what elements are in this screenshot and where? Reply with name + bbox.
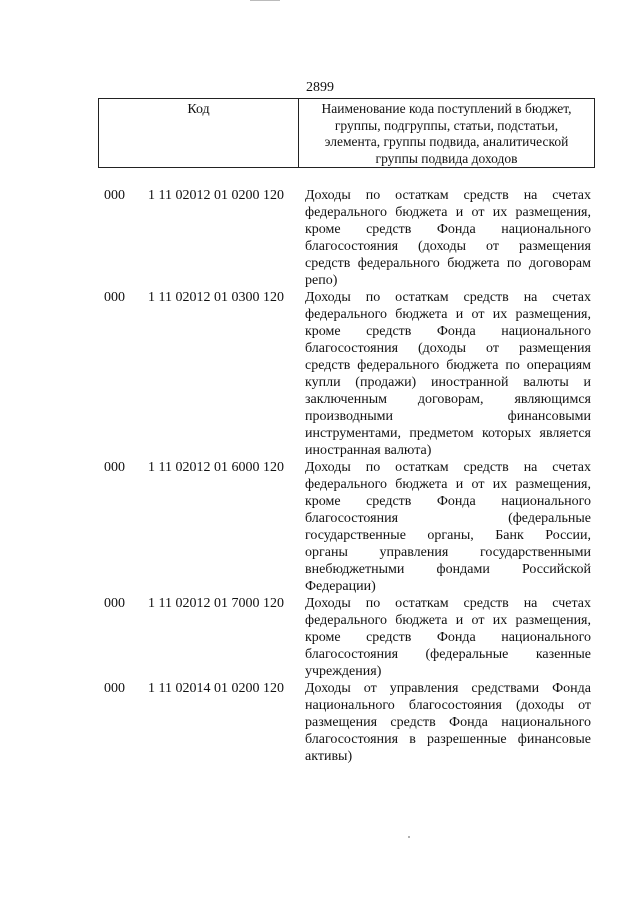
description-line: Доходы по остаткам средств на счетах <box>305 188 591 203</box>
header-name-line: Наименование кода поступлений в бюджет, <box>321 101 572 116</box>
description-line: средств федерального бюджета по договорам <box>305 256 591 271</box>
description-line: производными финансовыми <box>305 409 591 424</box>
scan-artifact <box>250 0 280 1</box>
income-description <box>305 595 591 680</box>
description-line: федерального бюджета и от их размещения, <box>305 307 591 322</box>
table-header <box>98 98 595 168</box>
budget-classification-code: 1 11 02012 01 7000 120 <box>148 596 284 611</box>
description-line: иностранная валюта) <box>305 443 432 458</box>
income-description <box>305 187 591 289</box>
description-line: федерального бюджета и от их размещения, <box>305 205 591 220</box>
table-row <box>0 459 640 595</box>
page-number: 2899 <box>306 80 334 95</box>
description-line: Доходы от управления средствами Фонда <box>305 681 591 696</box>
description-line: заключенным договорам, являющимся <box>305 392 591 407</box>
budget-classification-code: 1 11 02012 01 0200 120 <box>148 188 284 203</box>
header-name-line: элемента, группы подвида, аналитической <box>324 134 569 149</box>
description-line: национального благосостояния (доходы от <box>305 698 591 713</box>
table-row <box>0 187 640 289</box>
description-line: кроме средств Фонда национального <box>305 494 591 509</box>
header-code-cell: Код <box>99 99 299 167</box>
budget-classification-code: 1 11 02012 01 0300 120 <box>148 290 284 305</box>
description-line: благосостояния (федеральные <box>305 511 591 526</box>
income-description <box>305 459 591 595</box>
income-description <box>305 680 591 765</box>
table-row <box>0 595 640 680</box>
description-line: государственные органы, Банк России, <box>305 528 591 543</box>
description-line: федерального бюджета и от их размещения, <box>305 477 591 492</box>
admin-code: 000 <box>104 290 125 305</box>
description-line: учреждения) <box>305 664 382 679</box>
admin-code: 000 <box>104 188 125 203</box>
header-name-cell <box>299 99 594 167</box>
description-line: репо) <box>305 273 338 288</box>
description-line: активы) <box>305 749 353 764</box>
header-name-line: группы подвида доходов <box>375 150 518 166</box>
description-line: кроме средств Фонда национального <box>305 222 591 237</box>
budget-classification-code: 1 11 02014 01 0200 120 <box>148 681 284 696</box>
description-line: кроме средств Фонда национального <box>305 630 591 645</box>
description-line: Доходы по остаткам средств на счетах <box>305 460 591 475</box>
description-line: кроме средств Фонда национального <box>305 324 591 339</box>
table-row <box>0 289 640 459</box>
description-line: федерального бюджета и от их размещения, <box>305 613 591 628</box>
table-row <box>0 680 640 765</box>
description-line: внебюджетными фондами Российской <box>305 562 591 577</box>
description-line: благосостояния (доходы от размещения <box>305 239 591 254</box>
income-description <box>305 289 591 459</box>
table-body <box>0 187 640 765</box>
description-line: Федерации) <box>305 579 376 594</box>
description-line: Доходы по остаткам средств на счетах <box>305 596 591 611</box>
admin-code: 000 <box>104 681 125 696</box>
scan-speck <box>408 836 410 838</box>
header-name-line: группы, подгруппы, статьи, подстатьи, <box>334 117 559 133</box>
description-line: благосостояния (федеральные казенные <box>305 647 591 662</box>
admin-code: 000 <box>104 596 125 611</box>
budget-classification-code: 1 11 02012 01 6000 120 <box>148 460 284 475</box>
description-line: благосостояния (доходы от размещения <box>305 341 591 356</box>
description-line: средств федерального бюджета по операциям <box>305 358 591 373</box>
description-line: купли (продажи) иностранной валюты и <box>305 375 591 390</box>
description-line: органы управления государственными <box>305 545 591 560</box>
description-line: Доходы по остаткам средств на счетах <box>305 290 591 305</box>
description-line: размещения средств Фонда национального <box>305 715 591 730</box>
description-line: инструментами, предметом которых является <box>305 426 591 441</box>
admin-code: 000 <box>104 460 125 475</box>
description-line: благосостояния в разрешенные финансовые <box>305 732 591 747</box>
